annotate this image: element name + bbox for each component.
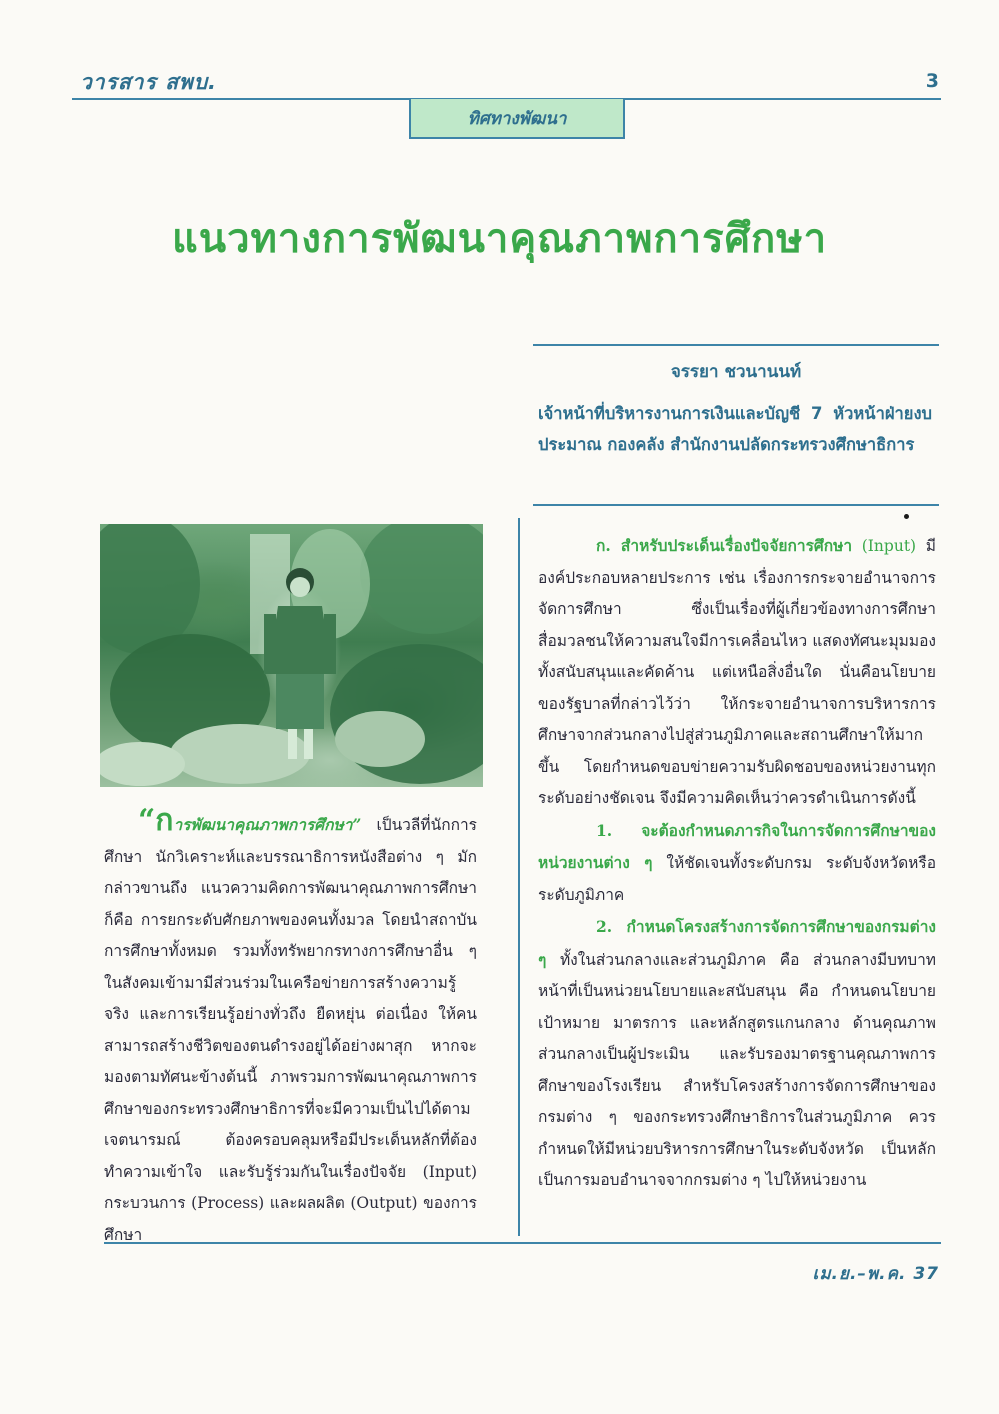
author-rule-bottom	[533, 504, 939, 506]
lead-phrase: ารพัฒนาคุณภาพการศึกษา”	[173, 815, 362, 834]
item-1-body: ให้ชัดเจนทั้งระดับกรม ระดับจังหวัดหรือระดับภูมิภาค	[538, 854, 936, 904]
author-photo-illustration	[100, 524, 483, 787]
article-title: แนวทางการพัฒนาคุณภาพการศึกษา	[171, 216, 828, 262]
section-a-term: (Input)	[852, 537, 917, 555]
right-column-text	[538, 530, 936, 1197]
item-2-body: ทั้งในส่วนกลางและส่วนภูมิภาค คือ ส่วนกลางมีบทบาทหน้าที่เป็นหน่วยนโยบายและสนับสนุน คือ กำหนดนโยบาย เป้าหมาย มาตรการ และหลักสูตรแกนกลาง ด้านคุณภาพส่วนกลางเป็นผู้ประเมิน และรับรองมาตรฐานคุณภาพการศึกษาของโรงเรียน สำหรับโครงสร้างการจัดการศึกษาของกรมต่าง ๆ ของกระทรวงศึกษาธิการในส่วนภูมิภาค ควรกำหนดให้มีหน่วยบริหารการศึกษาในระดับจังหวัด เป็นหลักเป็นการมอบอำนาจจากกรมต่าง ๆ ไปให้หน่วยงาน	[538, 950, 936, 1189]
author-position: เจ้าหน้าที่บริหารงานการเงินและบัญชี 7 หัวหน้าฝ่ายงบประมาณ กองคลัง สำนักงานปลัดกระทรวงศึกษาธิการ	[538, 404, 932, 454]
stray-dot	[904, 514, 909, 519]
drop-letter: ก	[155, 803, 174, 838]
intro-body: เป็นวลีที่นักการศึกษา นักวิเคราะห์และบรรณาธิการหนังสือต่าง ๆ มักกล่าวขานถึง แนวความคิดการพัฒนาคุณภาพการศึกษา ก็คือ การยกระดับศักยภาพของคนทั้งมวล โดยนำสถาบันการศึกษาทั้งหมด รวมทั้งทรัพยากรทางการศึกษาอื่น ๆ ในสังคมเข้ามามีส่วนร่วมในเครือข่ายการสร้างความรู้จริง และการเรียนรู้อย่างทั่วถึง ยืดหยุ่น ต่อเนื่อง ให้คนสามารถสร้างชีวิตของตนดำรงอยู่ได้อย่างผาสุก หากจะมองตามทัศนะข้างต้นนี้ ภาพรวมการพัฒนาคุณภาพการศึกษาของกระทรวงศึกษาธิการที่จะมีความเป็นไปได้ตามเจตนารมณ์ ต้องครอบคลุมหรือมีประเด็นหลักที่ต้องทำความเข้าใจ และรับรู้ร่วมกันในเรื่องปัจจัย (Input) กระบวนการ (Process) และผลผลิต (Output) ของการศึกษา	[104, 816, 477, 1244]
footer-rule	[104, 1242, 941, 1244]
column-divider	[518, 518, 520, 1236]
author-rule-top	[533, 344, 939, 346]
open-quote: “	[138, 803, 156, 838]
page-number: 3	[925, 70, 939, 92]
item-1-lead: 1. จะต้องกำหนดภารกิจในการจัดการศึกษาของหน่วยงานต่าง ๆ	[538, 820, 936, 872]
left-column-text	[104, 805, 477, 1251]
item-2-paragraph	[538, 911, 936, 1197]
author-photo	[100, 524, 483, 787]
section-a-body: มีองค์ประกอบหลายประการ เช่น เรื่องการกระจายอำนาจการจัดการศึกษา ซึ่งเป็นเรื่องที่ผู้เกี่ยวข้องทางการศึกษา สื่อมวลชนให้ความสนใจมีการเคลื่อนไหว แสดงทัศนะมุมมองทั้งสนับสนุนและคัดค้าน แต่เหนือสิ่งอื่นใด นั่นคือนโยบายของรัฐบาลที่กล่าวไว้ว่า ให้กระจายอำนาจการบริหารการศึกษาจากส่วนกลางไปสู่ส่วนภูมิภาคและสถานศึกษาให้มากขึ้น โดยกำหนดขอบข่ายความรับผิดชอบของหน่วยงานทุกระดับอย่างชัดเจน จึงมีความคิดเห็นว่าควรดำเนินการดังนี้	[538, 537, 936, 807]
intro-paragraph	[104, 805, 477, 1251]
item-1-paragraph	[538, 815, 936, 912]
section-a-paragraph	[538, 530, 936, 815]
item-2-lead: 2. กำหนดโครงสร้างการจัดการศึกษาของกรมต่าง ๆ	[538, 917, 936, 969]
section-label: ทิศทางพัฒนา	[409, 99, 625, 139]
author-name: จรรยา ชวนานนท์	[670, 362, 802, 382]
section-a-lead: ก. สำหรับประเด็นเรื่องปัจจัยการศึกษา	[596, 536, 853, 555]
journal-name: วารสาร สพบ.	[80, 70, 218, 94]
footer-issue: เม.ย.–พ.ค. 37	[812, 1264, 939, 1284]
